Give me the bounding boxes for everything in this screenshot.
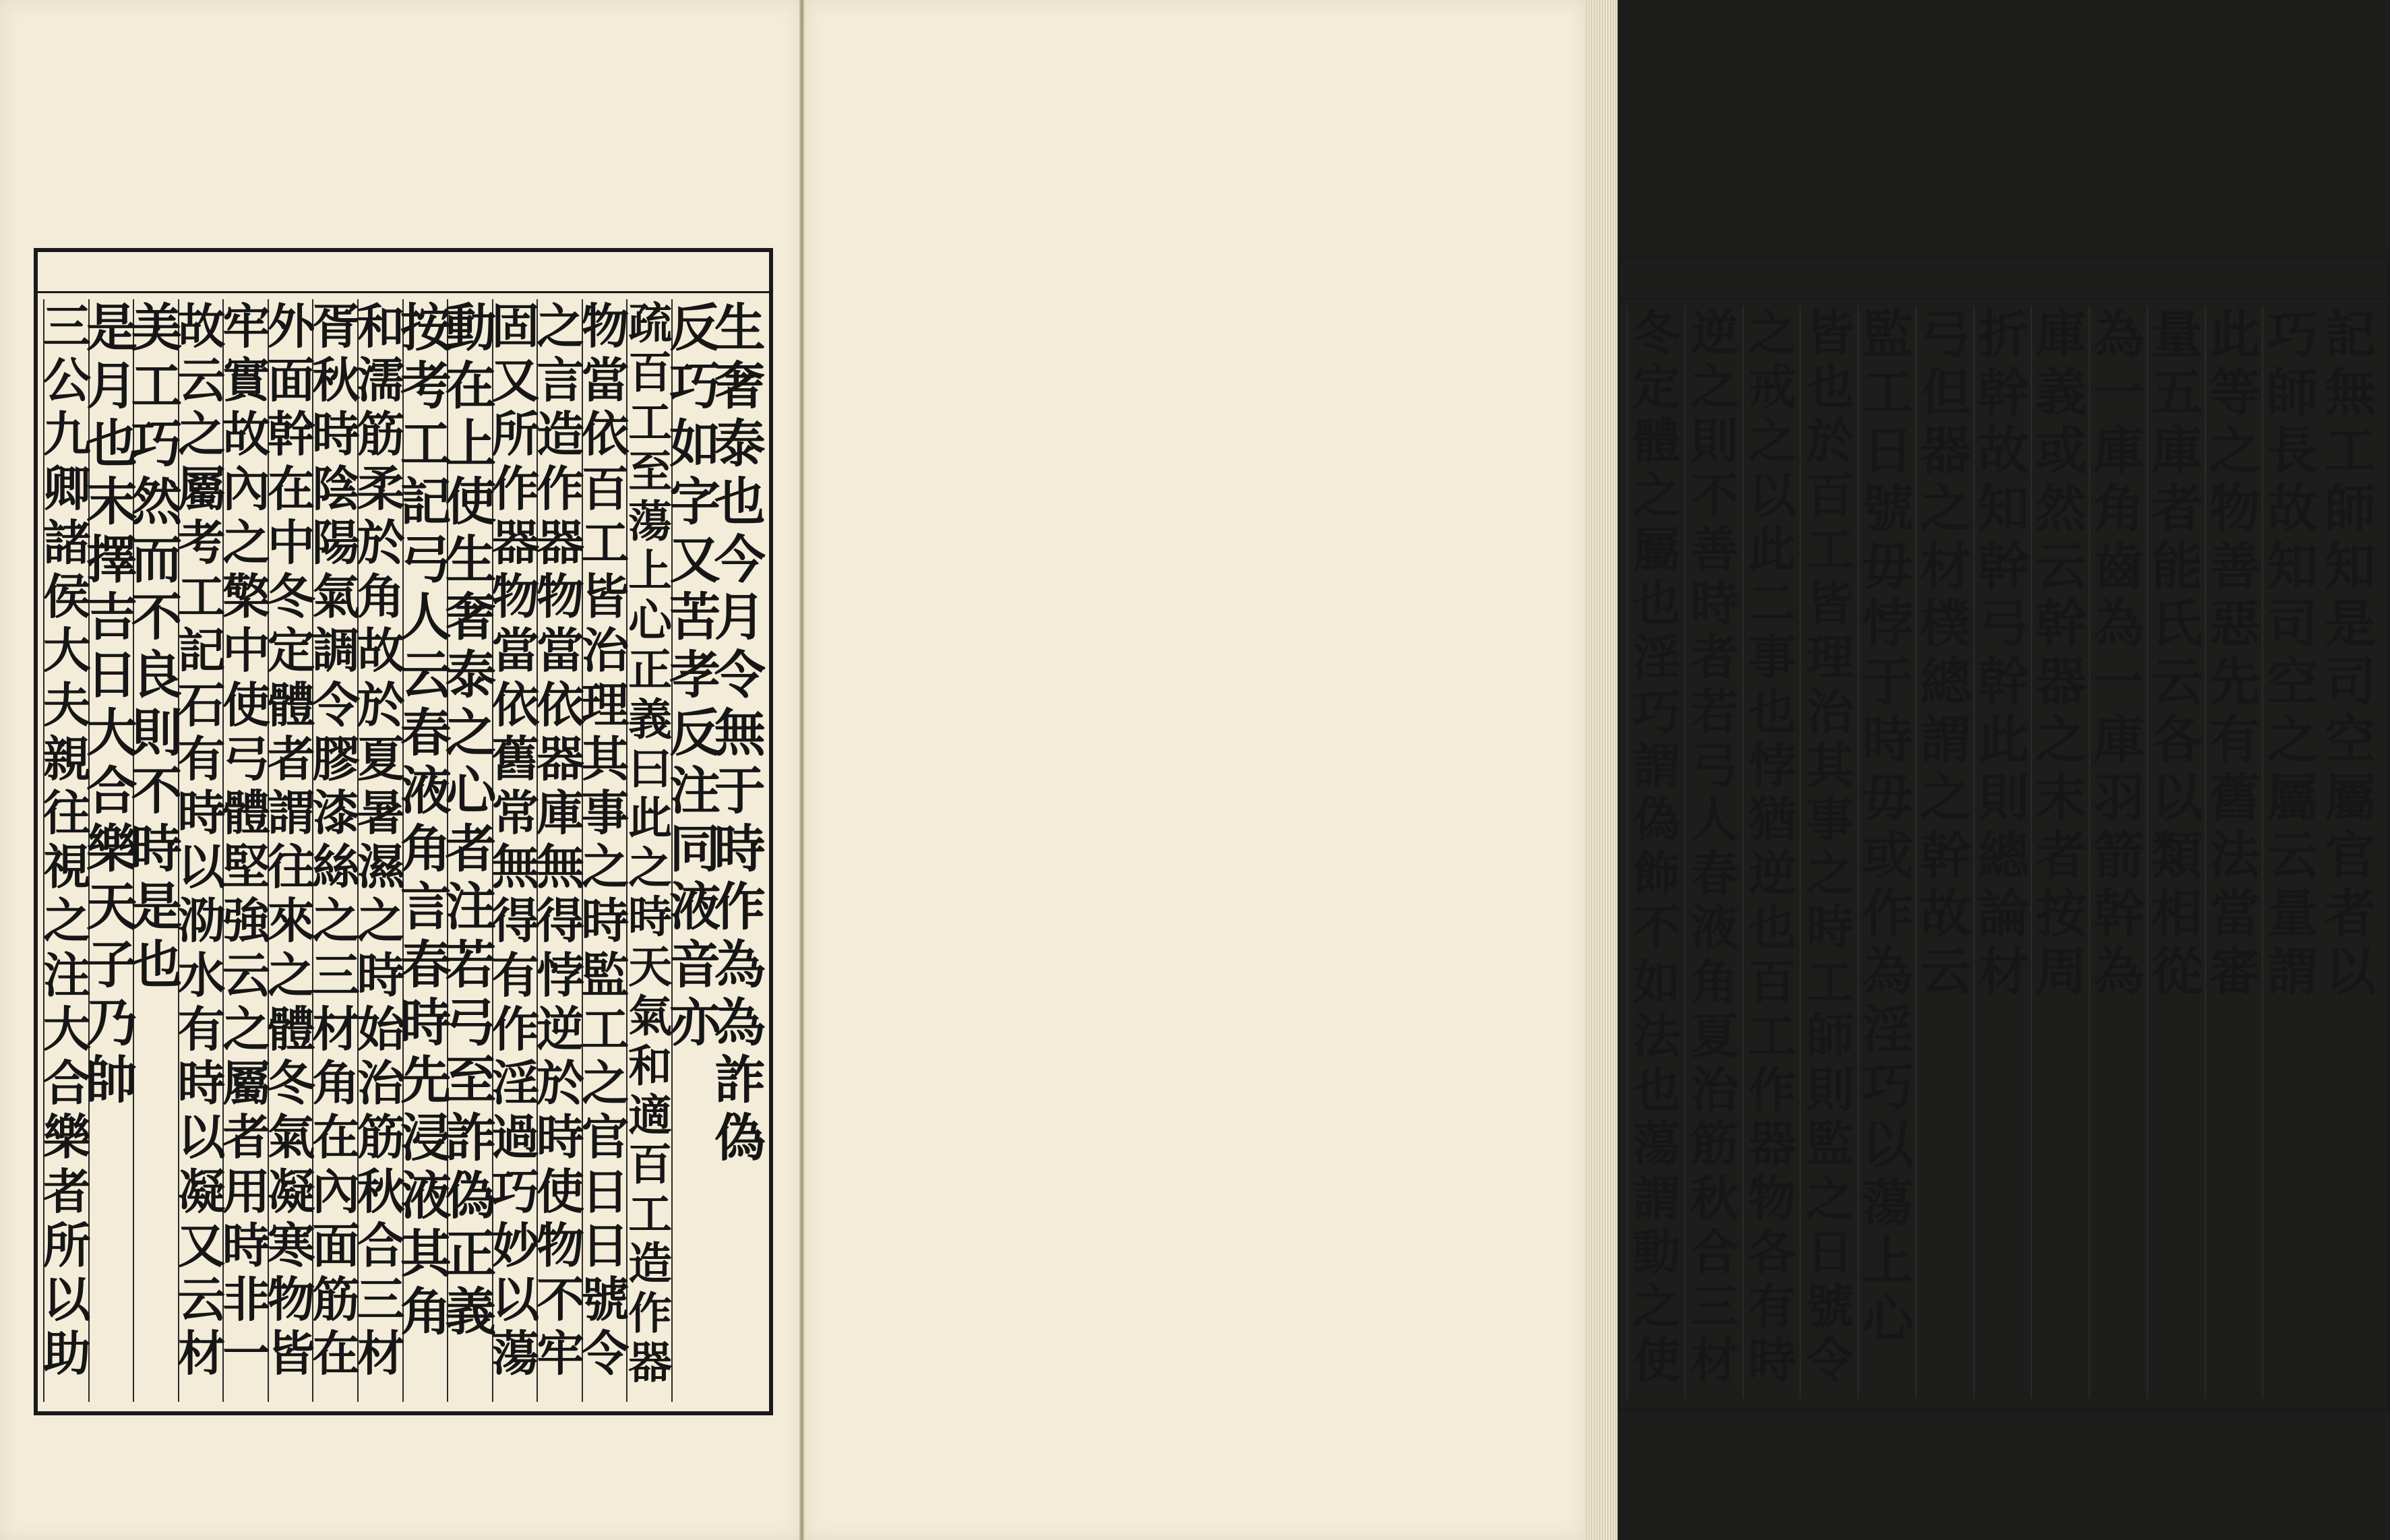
text-column: 記 無 工 師 知 是 司 空 屬 官 者 以 [2325, 305, 2377, 1002]
text-column: 冬 定 體 之 屬 也 淫 巧 謂 偽 飾 不 如 法 也 蕩 謂 動 之 使 [1626, 306, 1686, 1398]
right-header-band [1621, 259, 2386, 300]
page-edges [1584, 0, 1618, 1540]
text-column: 生 奢 泰 也 今 月 令 無 于 時 作 為 為 詐 偽 [714, 298, 766, 1169]
text-column: 皆 也 於 百 工 皆 理 治 其 事 之 時 工 師 則 監 之 日 號 令 [1800, 306, 1859, 1398]
text-column: 物 當 依 百 工 皆 治 理 其 事 之 時 監 工 之 官 日 日 號 令 [582, 299, 628, 1402]
text-column: 動 在 上 使 生 奢 泰 之 心 者 注 若 弓 至 詐 偽 正 義 [447, 299, 493, 1402]
text-column: 庫 義 或 然 云 幹 器 之 末 者 按 周 [2031, 306, 2090, 1398]
right-page-frame [1617, 255, 2390, 1412]
text-column: 監 工 日 號 毋 悖 于 時 毋 或 作 為 淫 巧 以 蕩 上 心 [1858, 306, 1917, 1398]
right-page [803, 0, 2377, 1540]
text-column: 三 公 九 卿 諸 侯 大 夫 親 往 視 之 注 大 合 樂 者 所 以 助 [43, 299, 90, 1402]
text-column: 疏 百 工 至 蕩 上 心 正 義 曰 此 之 時 天 氣 和 適 百 工 造 作 器 [626, 299, 673, 1402]
text-column: 量 五 庫 者 能 氏 云 各 以 類 相 從 [2147, 306, 2206, 1398]
left-page [0, 0, 802, 1540]
text-column: 按 考 工 記 弓 人 云 春 液 角 言 春 時 先 浸 液 其 角 [402, 299, 449, 1402]
text-column: 反 巧 如 字 又 苦 孝 反 注 同 液 音 亦 [671, 299, 718, 1402]
text-column: 折 幹 故 知 幹 弓 幹 此 則 總 論 材 [1973, 306, 2033, 1398]
text-column: 之 戒 之 以 此 二 事 也 悖 猶 逆 也 百 工 作 器 物 各 有 時 [1742, 306, 1802, 1398]
left-page-frame [34, 248, 773, 1415]
left-header-band [38, 252, 769, 293]
text-column: 逆 之 則 不 善 時 者 若 弓 人 春 液 角 夏 治 筋 秋 合 三 材 [1684, 306, 1744, 1398]
text-column: 外 面 幹 在 中 冬 定 體 者 謂 往 來 之 體 冬 氣 凝 寒 物 皆 [268, 299, 314, 1402]
text-column: 胥 秋 時 陰 陽 氣 調 令 膠 漆 絲 之 三 材 角 在 內 面 筋 在 [312, 299, 359, 1402]
text-column: 和 濡 筋 柔 於 角 故 於 夏 暑 濕 之 時 始 治 筋 秋 合 三 材 [357, 299, 404, 1402]
text-column: 弓 但 器 之 材 樸 總 謂 之 幹 故 云 [1916, 306, 1975, 1398]
text-column: 固 又 所 作 器 物 當 依 舊 常 無 得 有 作 淫 過 巧 妙 以 蕩 [492, 299, 539, 1402]
text-column: 巧 師 長 故 知 司 空 之 屬 云 量 謂 [2262, 306, 2321, 1398]
text-column: 此 等 之 物 善 惡 先 有 舊 法 當 審 [2205, 306, 2264, 1398]
text-column: 之 言 造 作 器 物 當 依 器 庫 無 得 悖 逆 於 時 使 物 不 牢 [537, 299, 583, 1402]
text-column: 牢 實 故 內 之 檠 中 使 弓 體 堅 強 云 之 屬 者 用 時 非 一 [222, 299, 269, 1402]
text-column: 為 一 庫 角 齒 為 一 庫 羽 箭 幹 為 [2089, 306, 2148, 1398]
text-column: 是 月 也 末 擇 吉 日 大 合 樂 天 子 乃 帥 [88, 299, 135, 1402]
text-column: 故 云 之 屬 考 工 記 石 有 時 以 泐 水 有 時 以 凝 又 云 材 [178, 299, 224, 1402]
text-column: 美 工 巧 然 而 不 良 則 不 時 是 也 [133, 299, 179, 1402]
